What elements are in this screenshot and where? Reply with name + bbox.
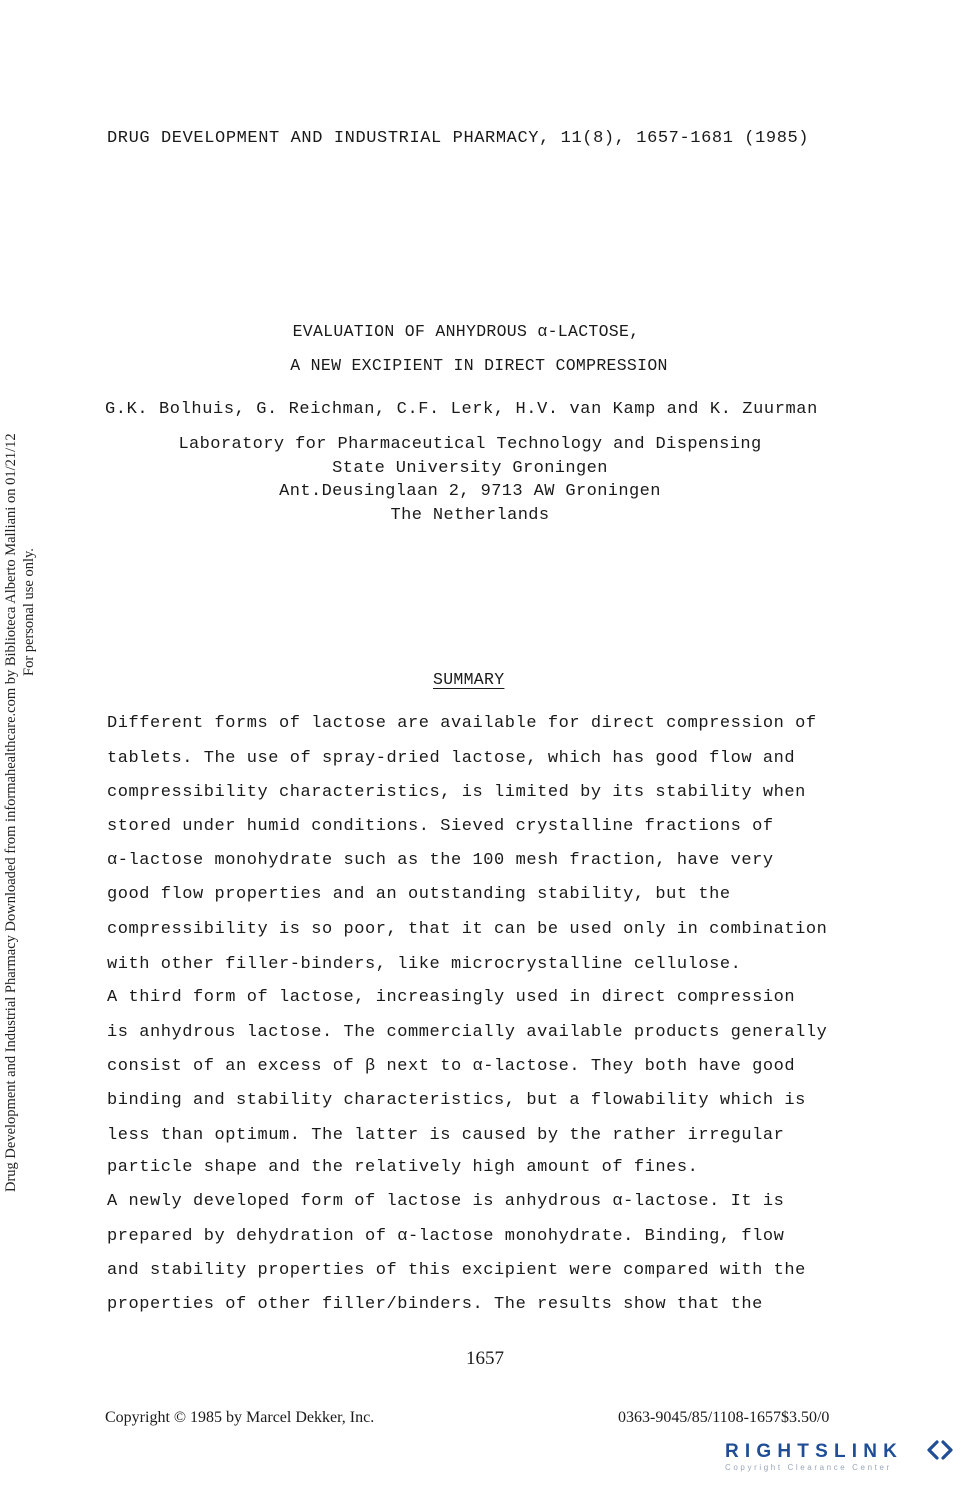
summary-line: prepared by dehydration of α-lactose monohydrate. Binding, flow <box>107 1227 785 1246</box>
summary-heading: SUMMARY <box>433 670 505 689</box>
affiliation-line: State University Groningen <box>332 459 608 478</box>
summary-line: α-lactose monohydrate such as the 100 mesh fraction, have very <box>107 851 774 870</box>
article-title-line-2: A NEW EXCIPIENT IN DIRECT COMPRESSION <box>290 356 668 375</box>
issn-code: 0363-9045/85/1108-1657$3.50/0 <box>618 1409 830 1426</box>
summary-line: stored under humid conditions. Sieved crystalline fractions of <box>107 817 774 836</box>
summary-line: particle shape and the relatively high amount of fines. <box>107 1158 699 1177</box>
rightslink-arrow-icon <box>929 1442 951 1458</box>
page-number: 1657 <box>466 1348 504 1369</box>
rightslink-logo-text: RIGHTSLINK <box>725 1441 904 1462</box>
download-note-line-2: For personal use only. <box>21 548 37 676</box>
summary-line: with other filler-binders, like microcrystalline cellulose. <box>107 955 742 974</box>
summary-line: compressibility is so poor, that it can be used only in combination <box>107 920 828 939</box>
rightslink-logo[interactable] <box>724 1437 959 1477</box>
affiliation-line: Laboratory for Pharmaceutical Technology and Dispensing <box>178 435 762 454</box>
summary-line: compressibility characteristics, is limited by its stability when <box>107 783 806 802</box>
download-note-line-1: Drug Development and Industrial Pharmacy Downloaded from informahealthcare.com by Biblioteca Alberto Malliani on 01/21/12 <box>3 433 19 1192</box>
affiliation-line: The Netherlands <box>390 506 550 525</box>
download-watermark <box>3 0 63 1192</box>
summary-line: Different forms of lactose are available for direct compression of <box>107 714 817 733</box>
affiliation-line: Ant.Deusinglaan 2, 9713 AW Groningen <box>279 482 661 501</box>
journal-header: DRUG DEVELOPMENT AND INDUSTRIAL PHARMACY, 11(8), 1657-1681 (1985) <box>107 129 810 148</box>
rightslink-tagline: Copyright Clearance Center <box>725 1463 892 1472</box>
author-list: G.K. Bolhuis, G. Reichman, C.F. Lerk, H.V. van Kamp and K. Zuurman <box>105 400 818 419</box>
summary-line: properties of other filler/binders. The results show that the <box>107 1295 763 1314</box>
summary-line: and stability properties of this excipient were compared with the <box>107 1261 806 1280</box>
summary-line: tablets. The use of spray-dried lactose, which has good flow and <box>107 749 796 768</box>
summary-line: less than optimum. The latter is caused by the rather irregular <box>107 1126 785 1145</box>
summary-line: consist of an excess of β next to α-lactose. They both have good <box>107 1057 796 1076</box>
summary-line: binding and stability characteristics, but a flowability which is <box>107 1091 806 1110</box>
summary-line: A newly developed form of lactose is anhydrous α-lactose. It is <box>107 1192 785 1211</box>
copyright-notice: Copyright © 1985 by Marcel Dekker, Inc. <box>105 1409 375 1426</box>
summary-line: A third form of lactose, increasingly used in direct compression <box>107 988 796 1007</box>
summary-line: is anhydrous lactose. The commercially available products generally <box>107 1023 828 1042</box>
summary-line: good flow properties and an outstanding stability, but the <box>107 885 731 904</box>
article-title-line-1: EVALUATION OF ANHYDROUS α-LACTOSE, <box>292 322 640 341</box>
